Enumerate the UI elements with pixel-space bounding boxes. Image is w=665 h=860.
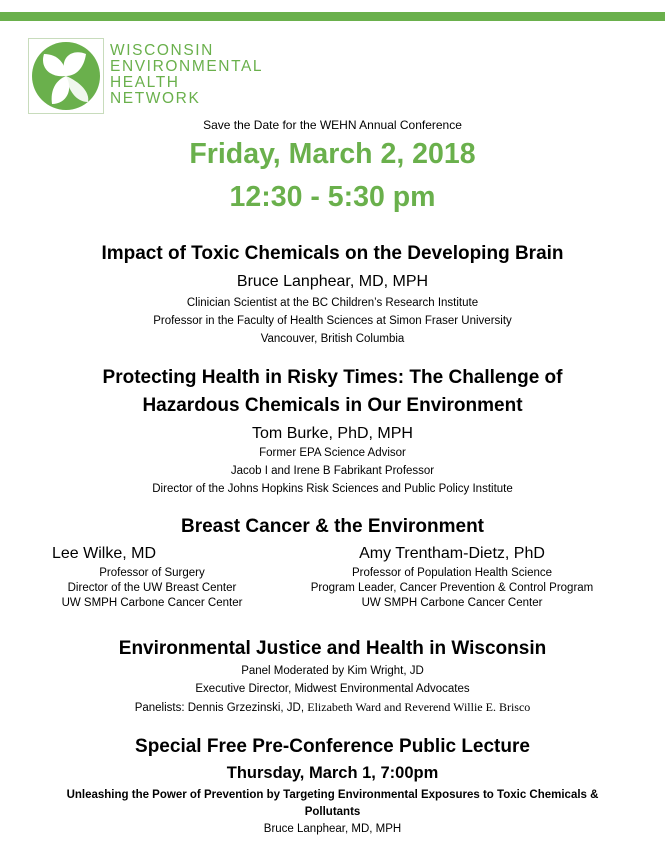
event-date: Friday, March 2, 2018 <box>189 138 476 170</box>
left-speaker-detail-1: Professor of Surgery <box>99 567 205 579</box>
session-2-title-line-2: Hazardous Chemicals in Our Environment <box>142 395 523 416</box>
logo-line-4: NETWORK <box>110 90 201 107</box>
logo-line-2: ENVIRONMENTAL <box>110 58 264 75</box>
left-speaker-detail-3: UW SMPH Carbone Cancer Center <box>61 597 243 609</box>
session-2-detail-2: Jacob I and Irene B Fabrikant Professor <box>230 465 435 477</box>
event-time: 12:30 - 5:30 pm <box>229 181 436 213</box>
left-speaker-name: Lee Wilke, MD <box>52 545 157 562</box>
session-1-title: Impact of Toxic Chemicals on the Developing Brain <box>101 243 564 264</box>
session-4-detail-1: Panel Moderated by Kim Wright, JD <box>241 665 424 677</box>
session-3-right-speaker <box>282 545 622 609</box>
logo-line-1: WISCONSIN <box>110 42 214 59</box>
session-5-lecture-line-2: Pollutants <box>304 806 361 818</box>
right-speaker-detail-3: UW SMPH Carbone Cancer Center <box>361 597 543 609</box>
session-1-detail-1: Clinician Scientist at the BC Children’s Research Institute <box>186 297 479 309</box>
logo-wordmark <box>110 43 263 107</box>
session-1-detail-3: Vancouver, British Columbia <box>260 333 405 345</box>
top-accent-bar <box>0 12 665 21</box>
panelists-rest: Elizabeth Ward and Reverend Willie E. Brisco <box>307 700 531 714</box>
session-4-title: Environmental Justice and Health in Wisconsin <box>118 638 547 659</box>
panelists-prefix: Panelists: Dennis Grzezinski, JD, <box>134 702 308 714</box>
session-1-detail-2: Professor in the Faculty of Health Sciences at Simon Fraser University <box>153 315 512 327</box>
session-5-lecture-line-1: Unleashing the Power of Prevention by Targeting Environmental Exposures to Toxic Chemicals & <box>66 789 599 801</box>
session-5-subtitle: Thursday, March 1, 7:00pm <box>226 764 439 782</box>
session-4-panelists <box>0 700 665 715</box>
session-5-title: Special Free Pre-Conference Public Lecture <box>135 736 530 757</box>
session-2-detail-1: Former EPA Science Advisor <box>259 447 406 459</box>
left-speaker-detail-2: Director of the UW Breast Center <box>67 582 237 594</box>
session-4-detail-2: Executive Director, Midwest Environmental Advocates <box>195 683 470 695</box>
right-speaker-name: Amy Trentham-Dietz, PhD <box>359 545 545 562</box>
save-the-date-text: Save the Date for the WEHN Annual Conference <box>203 118 462 132</box>
wehn-logo-icon <box>28 38 104 114</box>
right-speaker-detail-2: Program Leader, Cancer Prevention & Control Program <box>310 582 594 594</box>
session-3-title: Breast Cancer & the Environment <box>180 516 485 537</box>
session-5-speaker: Bruce Lanphear, MD, MPH <box>263 823 402 835</box>
right-speaker-detail-1: Professor of Population Health Science <box>351 567 553 579</box>
logo-line-3: HEALTH <box>110 74 180 91</box>
session-2-detail-3: Director of the Johns Hopkins Risk Sciences and Public Policy Institute <box>152 483 513 495</box>
session-3-left-speaker <box>44 545 260 609</box>
session-1-speaker: Bruce Lanphear, MD, MPH <box>236 273 429 290</box>
session-2-speaker: Tom Burke, PhD, MPH <box>252 425 413 442</box>
session-2-title-line-1: Protecting Health in Risky Times: The Challenge of <box>102 367 563 388</box>
